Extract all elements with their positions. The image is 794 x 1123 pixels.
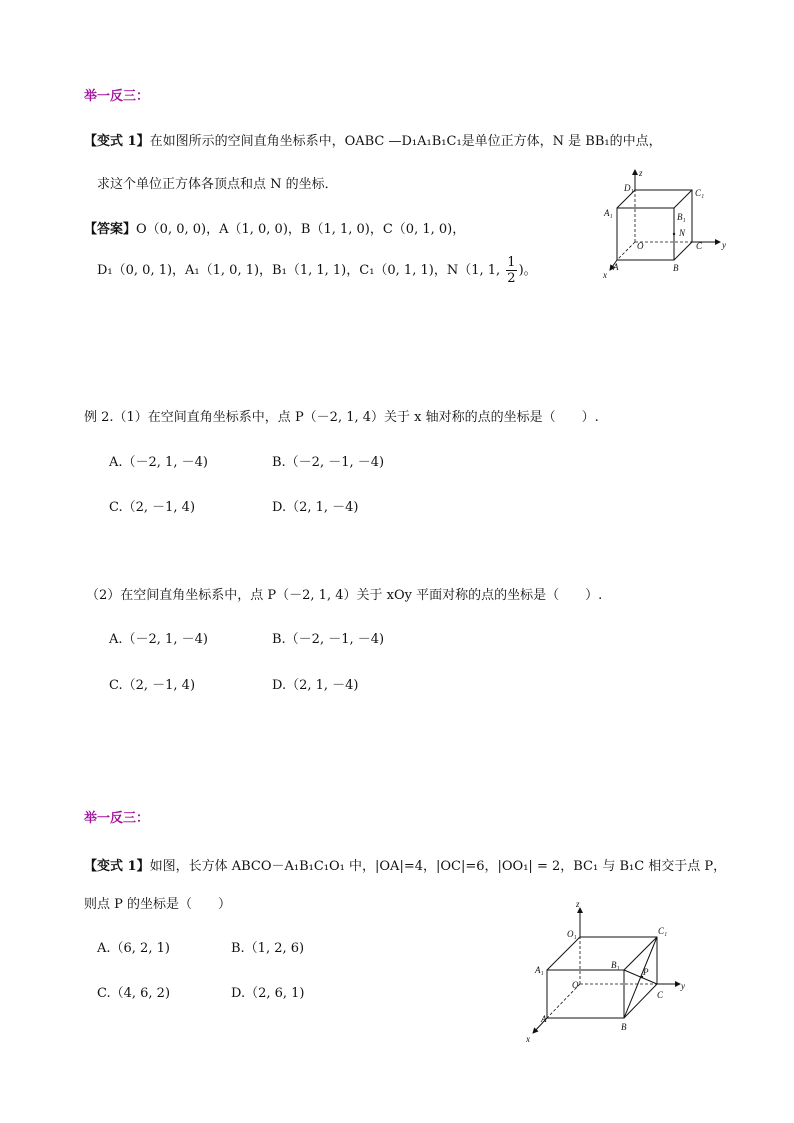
cuboid-edges: [547, 937, 657, 1018]
section1-question-line2: 求这个单位正方体各顶点和点 N 的坐标．: [97, 177, 338, 192]
example2-part2-option-d: D.（2, 1, －4): [272, 678, 359, 693]
example2-part2-option-a: A.（－2, 1, －4): [109, 632, 208, 647]
section2-heading: 举一反三：: [84, 811, 150, 826]
label-c: C: [696, 241, 703, 251]
section2-option-b: B.（1, 2, 6): [231, 941, 305, 956]
section1-answer-line1: [84, 218, 465, 237]
example2-part2-option-b: B.（－2, －1, －4): [272, 632, 385, 647]
section1-answer-line2: [97, 256, 537, 285]
label-o1: O₁: [567, 929, 577, 939]
label-x: x: [603, 270, 607, 280]
label-b: B: [621, 1022, 627, 1032]
section2-option-d: D.（2, 6, 1): [231, 986, 305, 1001]
label-a1: A₁: [535, 965, 544, 975]
diagonal-b1c: [624, 970, 657, 984]
label-n: N: [679, 228, 686, 238]
answer-text: )。: [518, 263, 537, 278]
fraction-half: [506, 256, 516, 285]
section2-option-a: A.（6, 2, 1): [97, 941, 170, 956]
section2-question-line1: [84, 855, 726, 874]
label-b: B: [673, 263, 679, 273]
answer-text: D₁（0, 0, 1)，A₁（1, 0, 1)，B₁（1, 1, 1)，C₁（0, 1, 1)，N（1, 1,: [97, 263, 501, 278]
example2-part1-option-b: B.（－2, －1, －4): [272, 455, 385, 470]
label-o: O: [637, 241, 644, 251]
label-p: P: [643, 967, 649, 977]
section2-option-c: C.（4, 6, 2): [97, 986, 171, 1001]
section2-question-line2: 则点 P 的坐标是（ ）: [84, 897, 232, 912]
unit-cube-figure: [600, 165, 740, 280]
example2-part2-question: （2）在空间直角坐标系中，点 P（－2, 1, 4）关于 xOy 平面对称的点的坐标是（ ）.: [86, 588, 603, 603]
example2-part1-option-d: D.（2, 1, －4): [272, 500, 359, 515]
fraction-denominator: 2: [507, 271, 516, 286]
label-a1: A₁: [604, 208, 613, 218]
label-o: O: [572, 980, 579, 990]
fraction-numerator: 1: [507, 255, 516, 270]
label-d1: D₁: [624, 183, 634, 193]
example2-part1-option-a: A.（－2, 1, －4): [109, 455, 208, 470]
cube-edges: [617, 190, 692, 260]
label-z: z: [576, 900, 580, 909]
question-text: 在如图所示的空间直角坐标系中，OABC —D₁A₁B₁C₁是单位正方体，N 是 BB₁的中点，: [149, 134, 662, 149]
label-x: x: [526, 1034, 530, 1044]
label-y: y: [681, 981, 685, 991]
variant-label: 【变式 1】: [84, 134, 150, 149]
section1-heading: 举一反三：: [84, 89, 150, 104]
answer-label: 【答案】: [84, 222, 137, 237]
label-a: A: [613, 262, 619, 272]
point-n: [673, 233, 675, 235]
answer-text: O（0, 0, 0)，A（1, 0, 0)，B（1, 1, 0)，C（0, 1, 0)，: [136, 222, 466, 237]
variant-label: 【变式 1】: [84, 859, 150, 874]
cuboid-figure: [515, 900, 695, 1045]
label-z: z: [639, 168, 643, 178]
label-y: y: [722, 240, 726, 250]
example2-part2-option-c: C.（2, －1, 4): [109, 678, 196, 693]
label-b1: B₁: [611, 960, 620, 970]
label-c1: C₁: [658, 926, 668, 936]
label-a: A: [541, 1014, 547, 1024]
section1-question-line1: [84, 130, 662, 149]
label-c1: C₁: [695, 188, 705, 198]
label-b1: B₁: [677, 212, 686, 222]
example2-part1-option-c: C.（2, －1, 4): [109, 500, 196, 515]
label-c: C: [657, 990, 664, 1000]
example2-part1-question: 例 2.（1）在空间直角坐标系中，点 P（－2, 1, 4）关于 x 轴对称的点的坐标是（ ）.: [84, 410, 599, 425]
question-text: 如图，长方体 ABCO－A₁B₁C₁O₁ 中，|OA|=4，|OC|=6，|OO₁| = 2，BC₁ 与 B₁C 相交于点 P，: [149, 859, 727, 874]
